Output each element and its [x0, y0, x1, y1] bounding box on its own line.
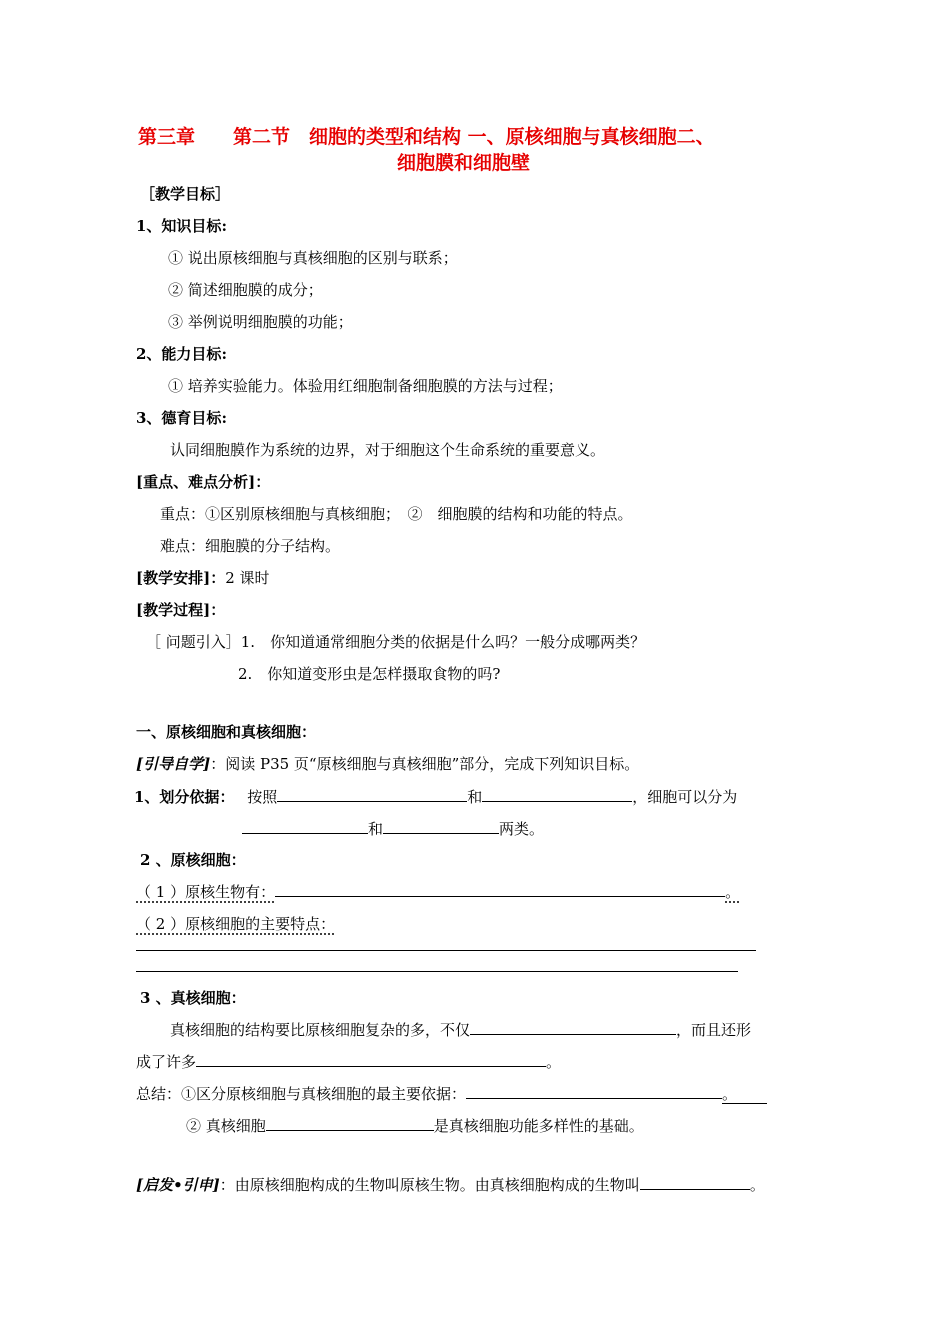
page-title-line-1: 第三章 第二节 细胞的类型和结构 一、原核细胞与真核细胞二、 [138, 126, 715, 148]
summary-2a: ② 真核细胞 [186, 1117, 266, 1135]
eukaryote-text-4: 。 [546, 1053, 562, 1071]
knowledge-goal-item-1: ① 说出原核细胞与真核细胞的区别与联系； [168, 249, 458, 267]
blank-summary-2[interactable] [266, 1116, 434, 1131]
blank-division-4[interactable] [383, 819, 499, 834]
intro-question-1: ［ 问题引入］1. 你知道通常细胞分类的依据是什么吗？一般分成哪两类？ [146, 633, 646, 651]
difficult-point: 难点：细胞膜的分子结构。 [160, 537, 341, 555]
blank-eukaryote-2[interactable] [196, 1052, 546, 1067]
eukaryote-line-1 [170, 1020, 751, 1040]
blank-division-2[interactable] [482, 787, 632, 802]
section-1-heading: 一、原核细胞和真核细胞： [136, 723, 317, 741]
eukaryote-label: 3 、真核细胞： [140, 989, 246, 1007]
division-text-1: 按照 [247, 788, 278, 806]
eukaryote-text-1: 真核细胞的结构要比原核细胞复杂的多，不仅 [170, 1021, 471, 1039]
moral-goal-item: 认同细胞膜作为系统的边界，对于细胞这个生命系统的重要意义。 [170, 441, 606, 459]
division-text-3: ，细胞可以分为 [632, 788, 738, 806]
goals-heading: ［教学目标］ [140, 185, 231, 203]
division-basis-label: 1、划分依据： [134, 788, 235, 806]
prokaryote-q2-line [136, 914, 335, 934]
knowledge-goal-item-2: ② 简述细胞膜的成分； [168, 281, 323, 299]
division-text-2: 和 [467, 788, 483, 806]
blank-division-3[interactable] [242, 819, 368, 834]
prokaryote-label: 2 、原核细胞： [140, 851, 246, 869]
blank-eukaryote-1[interactable] [470, 1020, 676, 1035]
guide-label: [引导自学] [136, 755, 211, 773]
inspire-text: ：由原核细胞构成的生物叫原核生物。由真核细胞构成的生物叫 [219, 1176, 640, 1194]
division-text-5: 两类。 [499, 820, 545, 838]
prokaryote-q1-end: 。 [725, 883, 741, 901]
guide-line [136, 754, 639, 774]
summary-2b: 是真核细胞功能多样性的基础。 [433, 1117, 644, 1135]
knowledge-goal-label: 1、知识目标: [136, 217, 227, 235]
ability-goal-label: 2、能力目标: [136, 345, 227, 363]
guide-text: ：阅读 P35 页“原核细胞与真核细胞”部分，完成下列知识目标。 [210, 755, 640, 773]
prokaryote-q2: （ 2 ）原核细胞的主要特点： [136, 915, 336, 933]
blank-prokaryote-organisms[interactable] [275, 882, 725, 897]
summary-1-end: 。 [722, 1085, 767, 1104]
inspire-end: 。 [749, 1176, 765, 1194]
page-title-line-2: 细胞膜和细胞壁 [397, 152, 531, 174]
key-point: 重点：①区别原核细胞与真核细胞； ② 细胞膜的结构和功能的特点。 [160, 505, 633, 523]
inspire-line [136, 1175, 765, 1195]
division-basis-line [134, 787, 737, 807]
eukaryote-text-3: 成了许多 [136, 1053, 197, 1071]
prokaryote-q1: （ 1 ）原核生物有： [136, 883, 276, 901]
inspire-label: [启发•引申] [136, 1176, 220, 1194]
blank-division-1[interactable] [277, 787, 467, 802]
prokaryote-q1-line [136, 882, 740, 902]
arrangement-value: 2 课时 [225, 569, 270, 587]
blank-summary-1[interactable] [466, 1084, 722, 1099]
arrangement-line [136, 568, 270, 588]
blank-inspire[interactable] [640, 1175, 750, 1190]
process-label: [教学过程]： [136, 601, 226, 619]
answer-line-2[interactable] [136, 971, 738, 972]
eukaryote-text-2: ，而且还形 [676, 1021, 752, 1039]
ability-goal-item: ① 培养实验能力。体验用红细胞制备细胞膜的方法与过程； [168, 377, 563, 395]
summary-line-1 [136, 1084, 767, 1104]
intro-question-2: 2. 你知道变形虫是怎样摄取食物的吗? [238, 665, 501, 683]
answer-line-1[interactable] [136, 950, 756, 951]
moral-goal-label: 3、德育目标: [136, 409, 227, 427]
knowledge-goal-item-3: ③ 举例说明细胞膜的功能； [168, 313, 353, 331]
analysis-heading: [重点、难点分析]： [136, 473, 271, 491]
summary-1: 总结：①区分原核细胞与真核细胞的最主要依据： [136, 1085, 467, 1103]
summary-line-2 [186, 1116, 644, 1136]
arrangement-label: [教学安排]： [136, 569, 226, 587]
division-line-2 [242, 819, 544, 839]
eukaryote-line-2 [136, 1052, 561, 1072]
division-text-4: 和 [368, 820, 384, 838]
